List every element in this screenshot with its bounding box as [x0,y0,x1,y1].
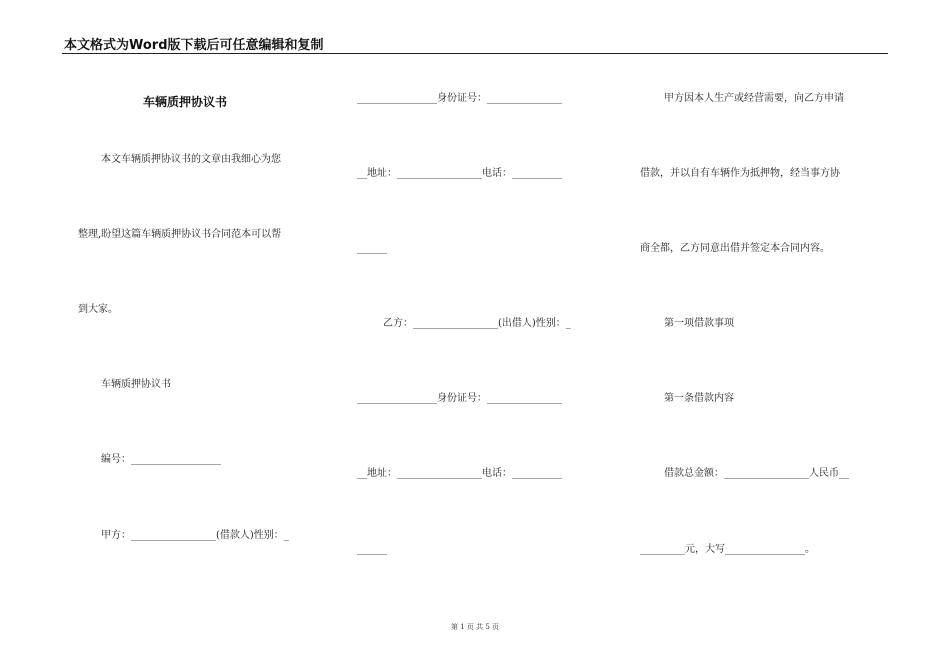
col2-line-5: ________________身份证号：_______________ [357,393,562,404]
col1-line-4: 车辆质押协议书 [101,379,171,390]
col1-line-1: 本文车辆质押协议书的文章由我细心为您 [101,154,281,165]
col3-line-3: 商全都，乙方同意出借并签定本合同内容。 [640,243,830,254]
col3-line-4: 第一项借款事项 [664,318,734,329]
col3-line-7: _________元，大写________________。 [640,544,815,555]
page-indicator: 第 1 页 共 5 页 [450,623,500,631]
col2-line-3: ______ [357,243,387,254]
col3-line-2: 借款，并以自有车辆作为抵押物，经当事方协 [640,168,840,179]
col2-line-1: ________________身份证号：_______________ [357,93,562,104]
col1-line-6: 甲方：_________________(借款人)性别：_ [101,530,289,541]
col3-line-6: 借款总金额：_________________人民币__ [664,468,849,479]
col2-line-7: ______ [357,544,387,555]
document-header-title: 本文格式为Word版下载后可任意编辑和复制 [64,38,324,53]
col1-line-2: 整理,盼望这篇车辆质押协议书合同范本可以帮 [78,229,282,240]
col2-line-6: __地址：_________________电话：__________ [357,468,562,479]
col1-line-3: 到大家。 [78,304,118,315]
header-divider [62,53,888,54]
col3-line-5: 第一条借款内容 [664,393,734,404]
document-title: 车辆质押协议书 [143,95,228,109]
col2-line-2: __地址：_________________电话：__________ [357,168,562,179]
col1-line-5: 编号：__________________ [101,454,221,465]
col2-line-4: 乙方：_________________(出借人)性别：_ [383,318,571,329]
col3-line-1: 甲方因本人生产或经营需要，向乙方申请 [664,93,844,104]
